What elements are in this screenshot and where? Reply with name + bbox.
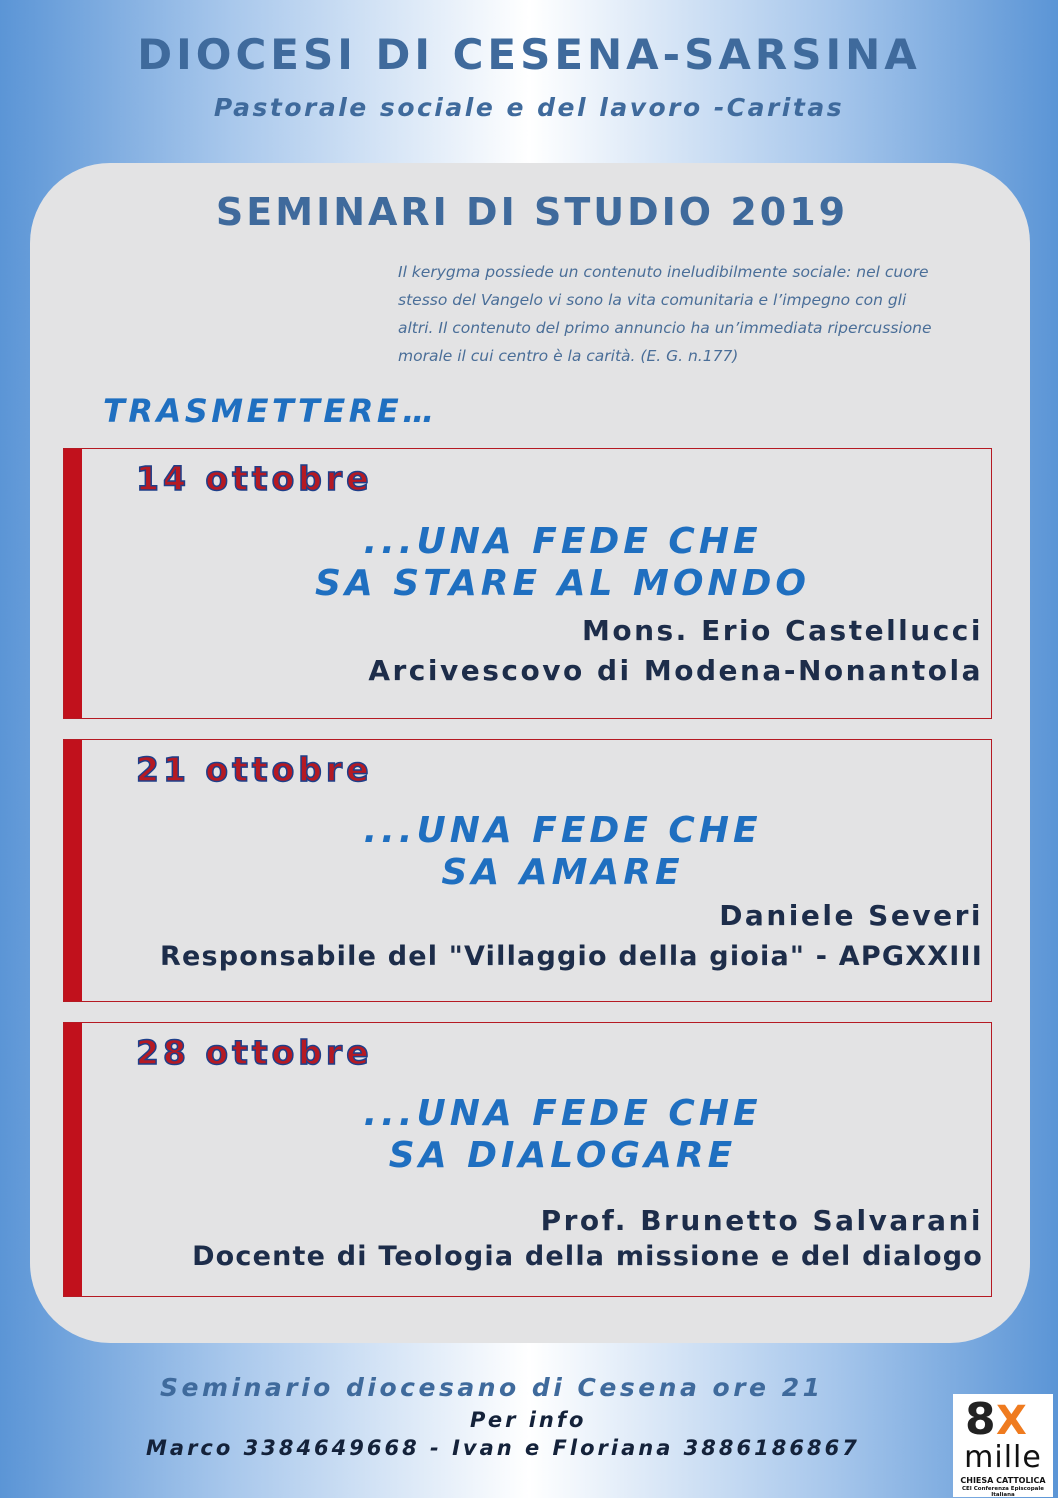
event-accent-bar — [64, 740, 82, 1001]
event-card-3 — [63, 1022, 992, 1297]
diocese-title: DIOCESI DI CESENA-SARSINA — [137, 30, 921, 79]
logo-number: 8 — [965, 1394, 996, 1445]
event-theme-line: SA DIALOGARE — [388, 1135, 737, 1176]
speaker-name: Daniele Severi — [719, 899, 983, 932]
event-date: 21 ottobre — [136, 750, 373, 789]
event-theme-line: SA AMARE — [441, 852, 684, 893]
event-theme — [154, 1093, 971, 1177]
logo-x-figure-icon: X — [996, 1398, 1027, 1444]
event-accent-bar — [64, 449, 82, 718]
event-theme — [154, 521, 971, 605]
event-speaker — [719, 896, 983, 936]
event-card-2 — [63, 739, 992, 1002]
logo-conference: CEI Conferenza Episcopale Italiana — [962, 1486, 1044, 1498]
logo-word: mille — [964, 1440, 1042, 1475]
event-theme-line: ...UNA FEDE CHE — [363, 521, 762, 562]
lead-heading: TRASMETTERE… — [103, 392, 438, 430]
info-label: Per info — [470, 1408, 587, 1432]
diocese-subtitle: Pastorale sociale e del lavoro -Caritas — [213, 93, 845, 122]
event-date: 14 ottobre — [136, 459, 373, 498]
venue-time: Seminario diocesano di Cesena ore 21 — [160, 1373, 824, 1402]
event-date: 28 ottobre — [136, 1033, 373, 1072]
speaker-role: Arcivescovo di Modena-Nonantola — [368, 654, 983, 687]
seminar-title: SEMINARI DI STUDIO 2019 — [215, 190, 849, 234]
speaker-name: Prof. Brunetto Salvarani — [540, 1204, 983, 1237]
speaker-role: Docente di Teologia della missione e del dialogo — [192, 1241, 983, 1272]
event-accent-bar — [64, 1023, 82, 1296]
event-speaker — [541, 1201, 983, 1241]
quote-line: altri. Il contenuto del primo annuncio ha un’immediata ripercussione — [398, 319, 932, 337]
contact-numbers: Marco 3384649668 - Ivan e Floriana 3886186867 — [146, 1436, 860, 1460]
event-card-1 — [63, 448, 992, 719]
event-theme-line: ...UNA FEDE CHE — [363, 810, 762, 851]
otto-per-mille-logo — [953, 1394, 1053, 1497]
quote-line: morale il cui centro è la carità. (E. G. n.177) — [398, 347, 739, 365]
speaker-name: Mons. Erio Castellucci — [581, 614, 983, 647]
quote-line: stesso del Vangelo vi sono la vita comunitaria e l’impegno con gli — [398, 291, 907, 309]
event-theme — [154, 810, 971, 894]
kerygma-quote — [398, 258, 998, 370]
quote-line: Il kerygma possiede un contenuto ineludibilmente sociale: nel cuore — [398, 263, 929, 281]
event-theme-line: SA STARE AL MONDO — [314, 563, 811, 604]
speaker-role: Responsabile del "Villaggio della gioia" - APGXXIII — [159, 941, 983, 972]
event-speaker — [368, 611, 983, 691]
logo-church: CHIESA CATTOLICA — [960, 1476, 1046, 1485]
event-theme-line: ...UNA FEDE CHE — [363, 1093, 762, 1134]
